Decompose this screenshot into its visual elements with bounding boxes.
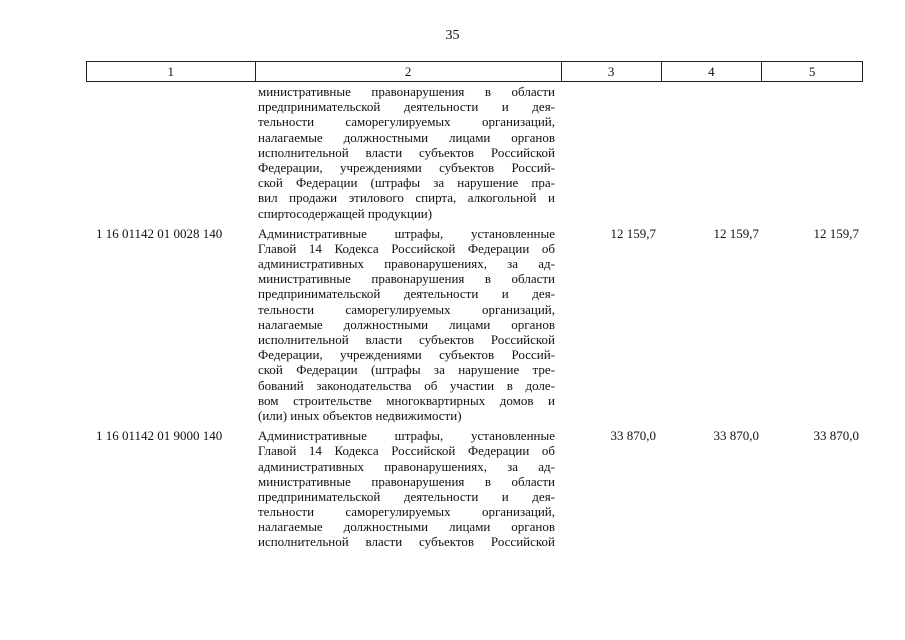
- description-line: вил продажи этилового спирта, алкогольной и: [258, 190, 555, 206]
- description-line: министративные правонарушения в области: [258, 84, 555, 99]
- description-line: предпринимательской деятельности и дея-: [258, 488, 555, 504]
- description-line: тельности саморегулируемых организаций,: [258, 301, 555, 317]
- table-header: [86, 61, 863, 82]
- description-line: спиртосодержащей продукции): [258, 205, 433, 221]
- description-line: Главой 14 Кодекса Российской Федерации об: [258, 240, 555, 256]
- row-code: 1 16 01142 01 0028 140: [96, 225, 223, 241]
- description-line: административных правонарушениях, за ад-: [258, 256, 555, 272]
- header-col-3: 3: [562, 62, 662, 81]
- description-line: исполнительной власти субъектов Российской: [258, 534, 555, 550]
- row-value-col3: 12 159,7: [610, 225, 656, 241]
- description-line: исполнительной власти субъектов Российской: [258, 332, 555, 347]
- description-line: Административные штрафы, установленные: [258, 428, 555, 444]
- header-col-1: 1: [87, 62, 256, 81]
- description-line: министративные правонарушения в области: [258, 271, 555, 287]
- row-code: 1 16 01142 01 9000 140: [96, 428, 223, 444]
- description-line: Главой 14 Кодекса Российской Федерации об: [258, 443, 555, 459]
- description-line: министративные правонарушения в области: [258, 473, 555, 489]
- description-line: налагаемые должностными лицами органов: [258, 129, 555, 145]
- table-row: [86, 226, 863, 423]
- description-line: ской Федерации (штрафы за нарушение пра-: [258, 175, 555, 191]
- row-value-col3: 33 870,0: [610, 428, 656, 444]
- header-col-4: 4: [662, 62, 763, 81]
- description-line: предпринимательской деятельности и дея-: [258, 286, 555, 302]
- row-value-col4: 12 159,7: [713, 225, 759, 241]
- description-line: исполнительной власти субъектов Российской: [258, 144, 555, 160]
- description-line: Федерации, учреждениями субъектов Россий-: [258, 347, 555, 363]
- row-value-col5: 12 159,7: [813, 225, 859, 241]
- description-line: тельности саморегулируемых организаций,: [258, 114, 555, 130]
- description-line: административных правонарушениях, за ад-: [258, 458, 555, 474]
- row-description: [255, 226, 562, 423]
- row-description: [255, 428, 562, 550]
- header-col-5: 5: [808, 64, 816, 79]
- description-line: ской Федерации (штрафы за нарушение тре-: [258, 362, 555, 378]
- table-row: [86, 428, 863, 550]
- description-line: налагаемые должностными лицами органов: [258, 316, 555, 332]
- description-line: Федерации, учреждениями субъектов Россий-: [258, 159, 555, 175]
- page-number: 35: [445, 28, 460, 43]
- description-line: тельности саморегулируемых организаций,: [258, 504, 555, 520]
- description-line: вом строительстве многоквартирных домов и: [258, 392, 555, 408]
- description-line: Административные штрафы, установленные: [258, 225, 555, 241]
- table-body: [86, 84, 863, 555]
- description-line: (или) иных объектов недвижимости): [258, 407, 462, 423]
- description-line: бований законодательства об участии в доле-: [258, 377, 555, 393]
- row-value-col4: 33 870,0: [713, 428, 759, 444]
- row-description: [255, 84, 562, 221]
- row-value-col5: 33 870,0: [813, 428, 859, 444]
- header-col-2: 2: [256, 62, 562, 81]
- table-row-continuation: [86, 84, 863, 221]
- description-line: налагаемые должностными лицами органов: [258, 519, 555, 535]
- description-line: предпринимательской деятельности и дея-: [258, 99, 555, 115]
